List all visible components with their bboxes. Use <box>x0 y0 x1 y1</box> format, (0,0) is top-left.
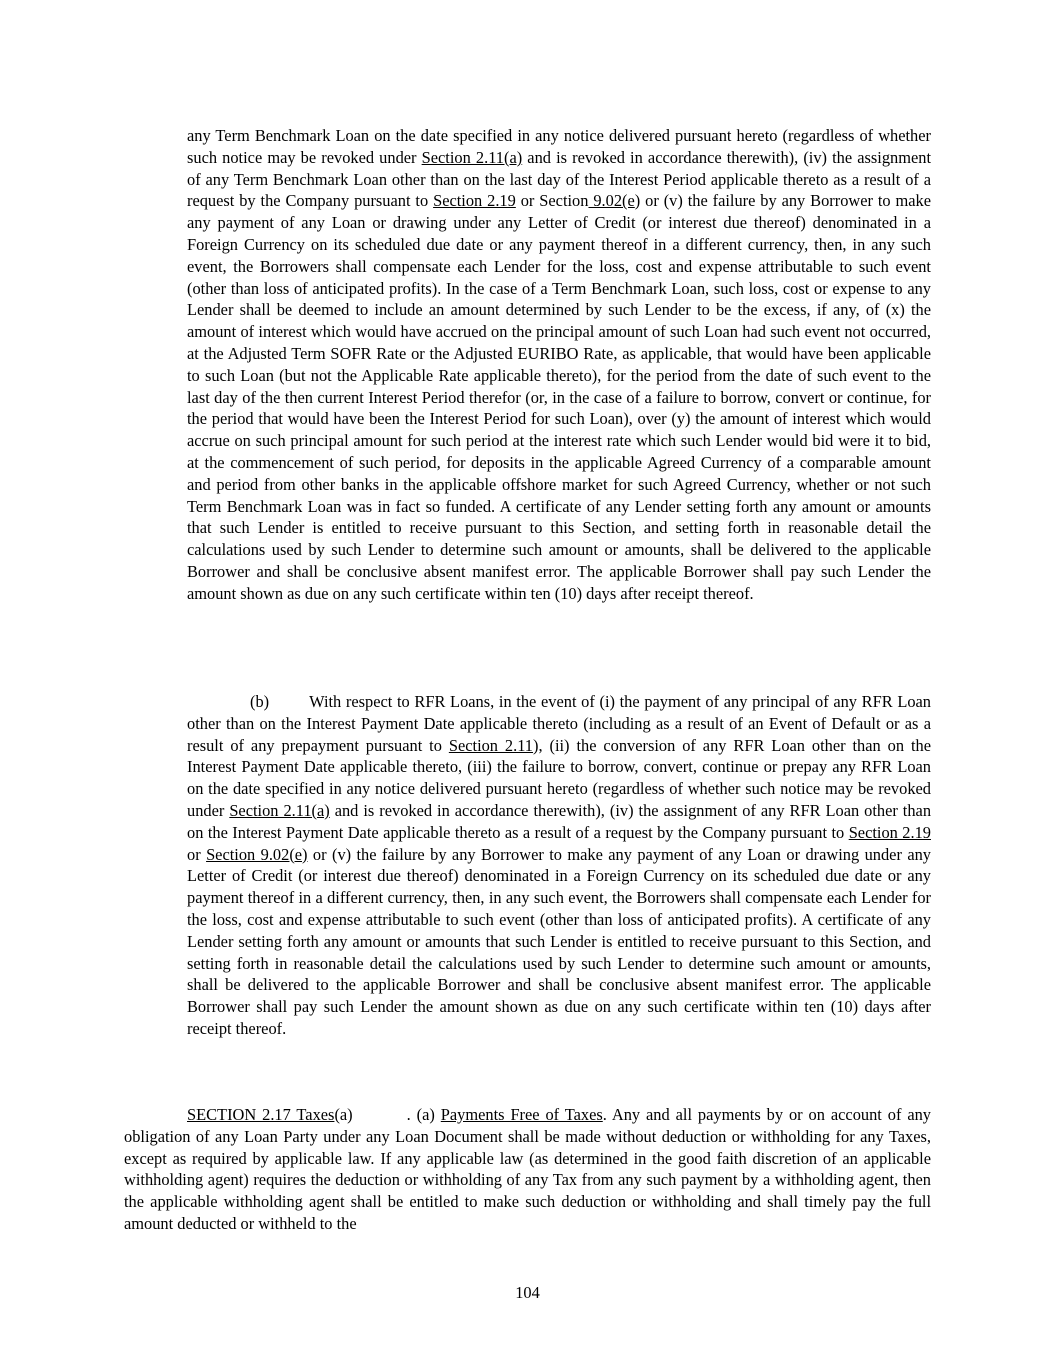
text-run: . Any and all payments by or on account of any obligation of any Loan Party under any Loan Document shall be made without deduction or withholding for any Taxes, except as required by applicable law. If any applicable law (as determined in the good faith discretion of an applicable withholding agent) requires the deduction or withholding of any Tax from any such payment by a withholding agent, then the applicable withholding agent shall be entitled to make such deduction or withholding and shall timely pay the full amount deducted or withheld to the <box>124 1105 932 1233</box>
text-run: . (a) <box>406 1105 441 1124</box>
paragraph-2-16-b <box>187 691 931 1040</box>
subsection-heading: Payments Free of Taxes <box>440 1105 603 1124</box>
section-9-02-e-reference: 9.02(e <box>588 191 635 211</box>
text-run: or (v) the failure by any Borrower to make any payment of any Loan or drawing under any Letter of Credit (or interest due thereof) denominated in a Foreign Currency on its scheduled due date or any payment thereof in a different currency, then, in any such event, the Borrowers shall compensate each Lender for the loss, cost and expense attributable to such event (other than loss of anticipated profits). A certificate of any Lender setting forth any amount or amounts that such Lender is entitled to receive pursuant to this Section, and setting forth in reasonable detail the calculations used by such Lender to determine such amount or amounts, shall be delivered to the applicable Borrower and shall be conclusive absent manifest error. The applicable Borrower shall pay such Lender the amount shown as due on any such certificate within ten (10) days after receipt thereof. <box>187 844 931 1038</box>
section-2-11-a-reference: Section 2.11(a) <box>229 800 330 820</box>
text-run: any Term Benchmark Loan on the date specified in any notice delivered pursuant hereto (regardless of whether such notice may be revoked under <box>187 126 931 167</box>
text-run: ), (ii) the conversion of any RFR Loan other than on the Interest Payment Date applicable thereto, (iii) the failure to borrow, convert, continue or prepay any RFR Loan on the date specified in any notice delivered pursuant hereto (regardless of whether such notice may be revoked under <box>187 735 931 820</box>
section-2-19-reference: Section 2.19 <box>433 191 516 211</box>
text-run: and is revoked in accordance therewith), (iv) the assignment of any Term Benchmark Loan other than on the last day of the Interest Period applicable thereto as a result of a request by the Company pursuant to <box>187 147 932 211</box>
text-run: With respect to RFR Loans, in the event of (i) the payment of any principal of any RFR Loan other than on the Interest Payment Date applicable thereto (including as a result of an Event of Default or as a result of any prepayment pursuant to <box>187 692 931 755</box>
section-heading-suffix: (a) <box>334 1105 353 1124</box>
section-2-11-a-reference: Section 2.11(a) <box>421 147 523 167</box>
section-2-11-reference: Section 2.11 <box>448 735 534 755</box>
section-heading: SECTION 2.17 Taxes <box>187 1105 335 1124</box>
subsection-label: (b) <box>250 692 270 711</box>
section-2-19-reference: Section 2.19 <box>848 822 931 842</box>
section-9-02-e-reference: Section 9.02(e) <box>206 844 308 864</box>
text-run: and is revoked in accordance therewith), (iv) the assignment of any RFR Loan other than on the Interest Payment Date applicable thereto as a result of a request by the Company pursuant to <box>187 800 932 842</box>
text-run: or <box>187 844 207 864</box>
section-2-17-taxes <box>124 1104 931 1235</box>
page-number: 104 <box>515 1283 540 1302</box>
paragraph-2-16-a-continued <box>187 125 931 605</box>
text-run: or Section <box>515 191 589 211</box>
text-run: ) or (v) the failure by any Borrower to make any payment of any Loan or drawing under any Letter of Credit (or interest due thereof) denominated in a Foreign Currency on its scheduled due date or any payment thereof in a different currency, then, in any such event, the Borrowers shall compensate each Lender for the loss, cost and expense attributable to such event (other than loss of anticipated profits). In the case of a Term Benchmark Loan, such loss, cost or expense to any Lender shall be deemed to include an amount determined by such Lender to be the excess, if any, of (x) the amount of interest which would have accrued on the principal amount of such Loan had such event not occurred, at the Adjusted Term SOFR Rate or the Adjusted EURIBO Rate, as applicable, that would have been applicable to such Loan (but not the Applicable Rate applicable thereto), for the period from the date of such event to the last day of the then current Interest Period therefor (or, in the case of a failure to borrow, convert or continue, for the period that would have been the Interest Period for such Loan), over (y) the amount of interest which would accrue on such principal amount for such period at the interest rate which such Lender would bid were it to bid, at the commencement of such period, for deposits in the applicable Agreed Currency of a comparable amount and period from other banks in the applicable offshore market for such Agreed Currency, whether or not such Term Benchmark Loan was in fact so funded. A certificate of any Lender setting forth any amount or amounts that such Lender is entitled to receive pursuant to this Section, and setting forth in reasonable detail the calculations used by such Lender to determine such amount or amounts, shall be delivered to the applicable Borrower and shall be conclusive absent manifest error. The applicable Borrower shall pay such Lender the amount shown as due on any such certificate within ten (10) days after receipt thereof. <box>187 191 932 603</box>
